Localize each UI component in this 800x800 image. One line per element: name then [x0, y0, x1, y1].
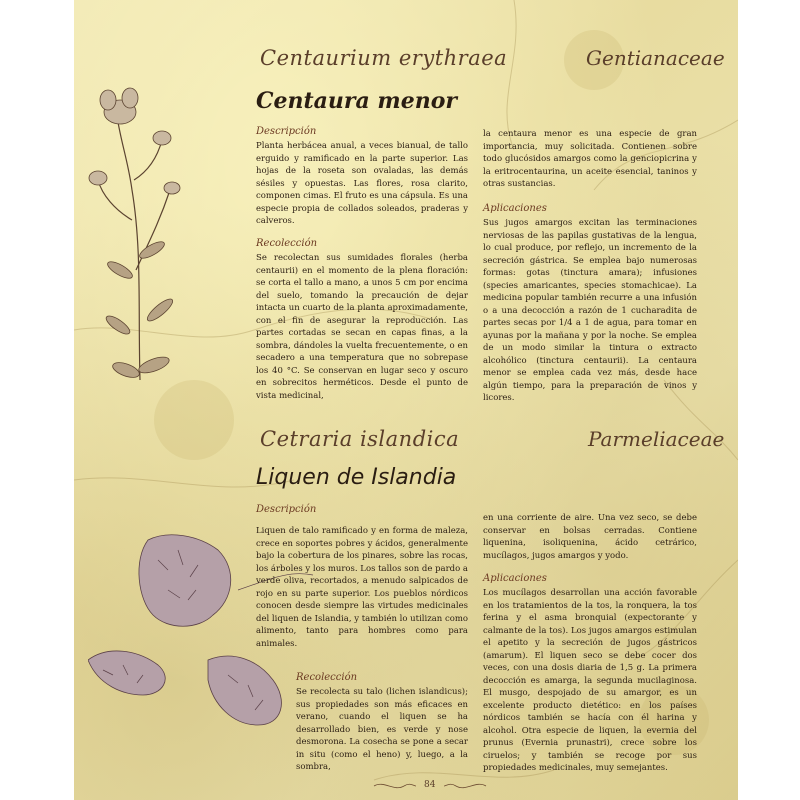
- section2-family-name: Parmeliaceae: [588, 427, 725, 451]
- section2-descripcion-text: Liquen de talo ramificado y en forma de maleza, crece en soportes pobres y ácidos, generalmente bajo la cobertura de los pinares, sobre las rocas, los árboles y los muros. Los tallos son de pardo a verde oliva, recortados, a menudo salpicados de rojo en su parte superior. Los pueblos nórdicos conocen desde siempre las virtudes medicinales del liquen de Islandia, y también lo utilizan como alimento, tanto para hombres como para animales.: [256, 526, 469, 649]
- section1-aplicaciones-text: Sus jugos amargos excitan las terminaciones nerviosas de las papilas gustativas de la lengua, lo cual produce, por reflejo, un incremento de la secreción gástrica. Se emplea bajo numerosas formas: gotas (tinctura amara); infusiones (species amaricantes, species stomachicae). La medicina popular también recurre a una infusión o a una decocción a razón de 1 cucharadita de partes secas por 1/4 a 1 de agua, para tomar en ayunas por la mañana y por la noche. Se emplea de un modo similar la tintura o extracto alcohólico (tinctura centaurii). La centaura menor se emplea cada vez más, desde hace algún tiempo, para la preparación de vinos y licores.: [483, 218, 697, 403]
- section2-descripcion-heading: Descripción: [256, 504, 317, 515]
- section1-common-name: Centaura menor: [256, 88, 457, 114]
- section2-common-name: Liquen de Islandia: [256, 465, 457, 490]
- section1-recoleccion-heading: Recolección: [256, 238, 318, 249]
- section1-latin-name: Centaurium erythraea: [260, 46, 508, 70]
- book-page: [74, 0, 738, 800]
- section1-descripcion-text: Planta herbácea anual, a veces bianual, de tallo erguido y ramificado en la parte superior. Las hojas de la roseta son ovaladas, las demás sésiles y opuestas. Las flores, rosa clarito, componen cimas. El fruto es una cápsula. Es una especie propia de collados soleados, praderas y calveros.: [256, 141, 468, 226]
- section2-recoleccion-text: Se recolecta su talo (lichen islandicus); sus propiedades son más eficaces en verano, cuando el liquen se ha desarrollado bien, es verde y nose desmorona. La cosecha se pone a secar in situ (como el heno) y, luego, a la sombra,: [296, 687, 468, 772]
- section2-latin-name: Cetraria islandica: [260, 427, 460, 451]
- section1-recoleccion-text: Se recolectan sus sumidades florales (herba centaurii) en el momento de la plena floración: se corta el tallo a mano, a unos 5 cm por encima del suelo, tomando la precaución de dejar intacta un cuarto de la planta aproximadamente, con el fin de asegurar la reproducción. Las partes cortadas se secan en capas finas, a la sombra, dándoles la vuelta frecuentemente, o en secadero a una temperatura que no sobrepase los 40 °C. Se conservan en lugar seco y oscuro en sobrecitos herméticos. Desde el punto de vista medicinal,: [256, 253, 468, 401]
- section1-descripcion-heading: Descripción: [256, 126, 317, 137]
- section1-family-name: Gentianaceae: [586, 46, 725, 70]
- section1-aplicaciones-heading: Aplicaciones: [483, 203, 547, 214]
- section2-recoleccion-heading: Recolección: [296, 672, 358, 683]
- section1-continuation-text: la centaura menor es una especie de gran importancia, muy solicitada. Contienen sobre todo glucósidos amargos como la genciopicrina y la eritrocentaurina, un aceite esencial, taninos y otras sustancias.: [483, 129, 697, 189]
- section2-aplicaciones-heading: Aplicaciones: [483, 573, 547, 584]
- page-number: 84: [424, 780, 436, 790]
- section2-continuation-text: en una corriente de aire. Una vez seco, se debe conservar en bolsas cerradas. Contiene liquenina, isoliquenina, ácido cetrárico, mucílagos, jugos amargos y yodo.: [483, 513, 697, 561]
- section2-aplicaciones-text: Los mucílagos desarrollan una acción favorable en los tratamientos de la tos, la ronquera, la tos ferina y el asma bronquial (expectorante y calmante de la tos). Los jugos amargos estimulan el apetito y la secreción de jugos gástricos (amarum). El liquen seco se debe cocer dos veces, con una dosis diaria de 1,5 g. La primera decocción es amarga, la segunda mucilaginosa. El musgo, despojado de su amargor, es un excelente producto dietético: en los países nórdicos también se hacía con él harina y alcohol. Otra especie de liquen, la evernia del prunus (Evernia prunastri), crece sobre los ciruelos; y también se recoge por sus propiedades medicinales, muy semejantes.: [483, 588, 697, 773]
- centaury-illustration: [80, 70, 200, 390]
